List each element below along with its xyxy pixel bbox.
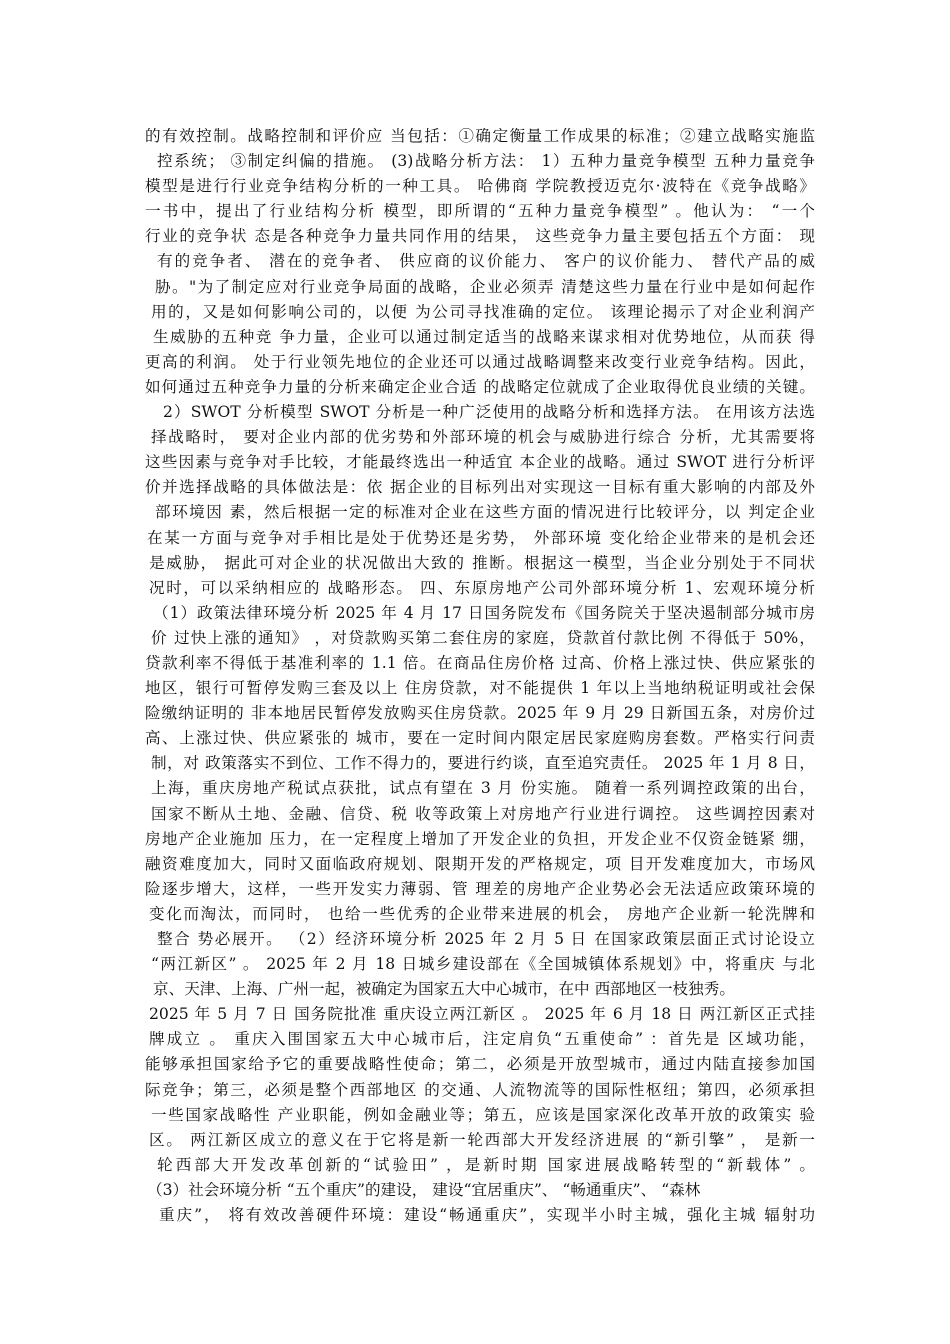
text-line: “两江新区” 。 2025 年 2 月 18 日城乡建设部在《全国城镇体系规划》中，将重庆 与北 — [151, 955, 815, 974]
text-line: 地区，银行可暂停发购三套及以上 住房贷款，对不能提供 1 年以上当地纳税证明或社会保 — [145, 679, 815, 698]
text-line: 在某一方面与竞争对手相比是处于优势还是劣势， 外部环境 变化给企业带来的是机会还 — [147, 528, 815, 547]
text-line: （1）政策法律环境分析 2025 年 4 月 17 日国务院发布《国务院关于坚决遏制部分城市房 — [153, 603, 815, 622]
text-line: 区。 两江新区成立的意义在于它将是新一轮西部大开发经济进展 的“新引擎” ， 是新一 — [149, 1130, 815, 1149]
text-line: 制，对 政策落实不到位、工作不得力的，要进行约谈，直至追究责任。 2025 年 1 月 8 日， — [151, 754, 815, 773]
text-line: 况时，可以采纳相应的 战略形态。 四、东原房地产公司外部环境分析 1、宏观环境分析 — [149, 578, 815, 597]
text-line: 融资难度加大，同时又面临政府规划、限期开发的严格规定，项 目开发难度加大，市场风 — [145, 854, 815, 873]
text-line: 轮西部大开发改革创新的“试验田” ，是新时期 国家进展战略转型的“新载体” 。 — [157, 1155, 815, 1174]
text-line: 用的，又是如何影响公司的，以便 为公司寻找准确的定位。 该理论揭示了对企业利润产 — [151, 302, 815, 321]
text-line: 的有效控制。战略控制和评价应 当包括：①确定衡量工作成果的标准；②建立战略实施监 — [145, 127, 815, 145]
text-line: 生威胁的五种竞 争力量，企业可以通过制定适当的战略来谋求相对优势地位，从而获 得 — [153, 327, 815, 346]
text-line: 是威胁， 据此可对企业的状况做出大致的 推断。根据这一模型，当企业分别处于不同状 — [149, 553, 815, 572]
text-line: 2）SWOT 分析模型 SWOT 分析是一种广泛使用的战略分析和选择方法。 在用该方法选 — [163, 403, 815, 422]
text-line: 牌成立 。 重庆入围国家五大中心城市后，注定肩负“五重使命” ：首先是 区域功能， — [149, 1030, 815, 1049]
text-line: 控系统； ③制定纠偏的措施。 (3)战略分析方法： 1）五种力量竞争模型 五种力量竞争 — [157, 152, 815, 171]
text-line: 更高的利润。 处于行业领先地位的企业还可以通过战略调整来改变行业竞争结构。因此， — [145, 352, 815, 371]
text-line: 能够承担国家给予它的重要战略性使命；第二，必须是开放型城市，通过内陆直接参加国 — [145, 1055, 815, 1074]
text-line: 胁。"为了制定应对行业竞争局面的战略，企业必须弄 清楚这些力量在行业中是如何起作 — [155, 277, 815, 296]
text-line: 险缴纳证明的 非本地居民暂停发放购买住房贷款。2025 年 9 月 29 日新国五条，对房价过 — [145, 704, 815, 723]
text-line: 择战略时， 要对企业内部的优劣势和外部环境的机会与威胁进行综合 分析，尤其需要将 — [151, 428, 815, 447]
text-line: 2025 年 5 月 7 日 国务院批准 重庆设立两江新区 。 2025 年 6 月 18 日 两江新区正式挂 — [149, 1005, 815, 1024]
text-line: 整合 势必展开。 （2）经济环境分析 2025 年 2 月 5 日 在国家政策层面正式讨论设立 — [157, 930, 815, 948]
text-line: 京、天津、上海、广州一起，被确定为国家五大中心城市，在中 西部地区一枝独秀。 — [153, 980, 735, 999]
body-text — [145, 124, 815, 1228]
text-line: 有的竞争者、 潜在的竞争者、 供应商的议价能力、 客户的议价能力、 替代产品的威 — [157, 252, 815, 271]
text-line: 模型是进行行业竞争结构分析的一种工具。 哈佛商 学院教授迈克尔·波特在《竞争战略》 — [145, 177, 815, 196]
text-line: 一些国家战略性 产业职能，例如金融业等；第五，应该是国家深化改革开放的政策实 验 — [151, 1105, 815, 1124]
text-line: 上海，重庆房地产税试点获批，试点有望在 3 月 份实施。 随着一系列调控政策的出台， — [151, 779, 815, 798]
text-line: 贷款利率不得低于基准利率的 1.1 倍。在商品住房价格 过高、价格上涨过快、供应紧张的 — [145, 653, 815, 672]
text-line: 行业的竞争状 态是各种竞争力量共同作用的结果， 这些竞争力量主要包括五个方面： 现 — [145, 227, 815, 246]
text-line: 际竞争；第三，必须是整个西部地区 的交通、人流物流等的国际性枢纽；第四，必须承担 — [145, 1080, 815, 1099]
text-line: （3）社会环境分析 “五个重庆”的建设， 建设“宜居重庆”、 “畅通重庆”、 “森林 — [147, 1180, 701, 1199]
text-line: 高、上涨过快、供应紧张的 城市，要在一定时间内限定居民家庭购房套数。严格实行问责 — [145, 729, 815, 748]
text-line: 国家不断从土地、金融、信贷、税 收等政策上对房地产行业进行调控。 这些调控因素对 — [151, 804, 815, 823]
text-line: 房地产企业施加 压力，在一定程度上增加了开发企业的负担，开发企业不仅资金链紧 绷， — [145, 829, 815, 848]
text-line: 一书中，提出了行业结构分析 模型，即所谓的“五种力量竞争模型” 。他认为： “一个 — [145, 202, 815, 221]
text-line: 变化而淘汰，而同时， 也给一些优秀的企业带来进展的机会， 房地产企业新一轮洗牌和 — [149, 904, 815, 923]
text-line: 这些因素与竞争对手比较，才能最终选出一种适宜 本企业的战略。通过 SWOT 进行分析评 — [145, 453, 815, 472]
text-line: 价 过快上涨的通知》 ，对贷款购买第二套住房的家庭，贷款首付款比例 不得低于 50%， — [151, 628, 815, 647]
text-line: 险逐步增大，这样，一些开发实力薄弱、管 理差的房地产企业势必会无法适应政策环境的 — [145, 879, 815, 898]
text-line: 如何通过五种竞争力量的分析来确定企业合适 的战略定位就成了企业取得优良业绩的关键。 — [145, 377, 815, 396]
text-line: 重庆”， 将有效改善硬件环境：建设“畅通重庆”，实现半小时主城，强化主城 辐射功 — [159, 1206, 815, 1225]
text-line: 部环境因 素，然后根据一定的标准对企业在这些方面的情况进行比较评分，以 判定企业 — [155, 503, 815, 522]
text-line: 价并选择战略的具体做法是：依 据企业的目标列出对实现这一目标有重大影响的内部及外 — [145, 478, 815, 497]
